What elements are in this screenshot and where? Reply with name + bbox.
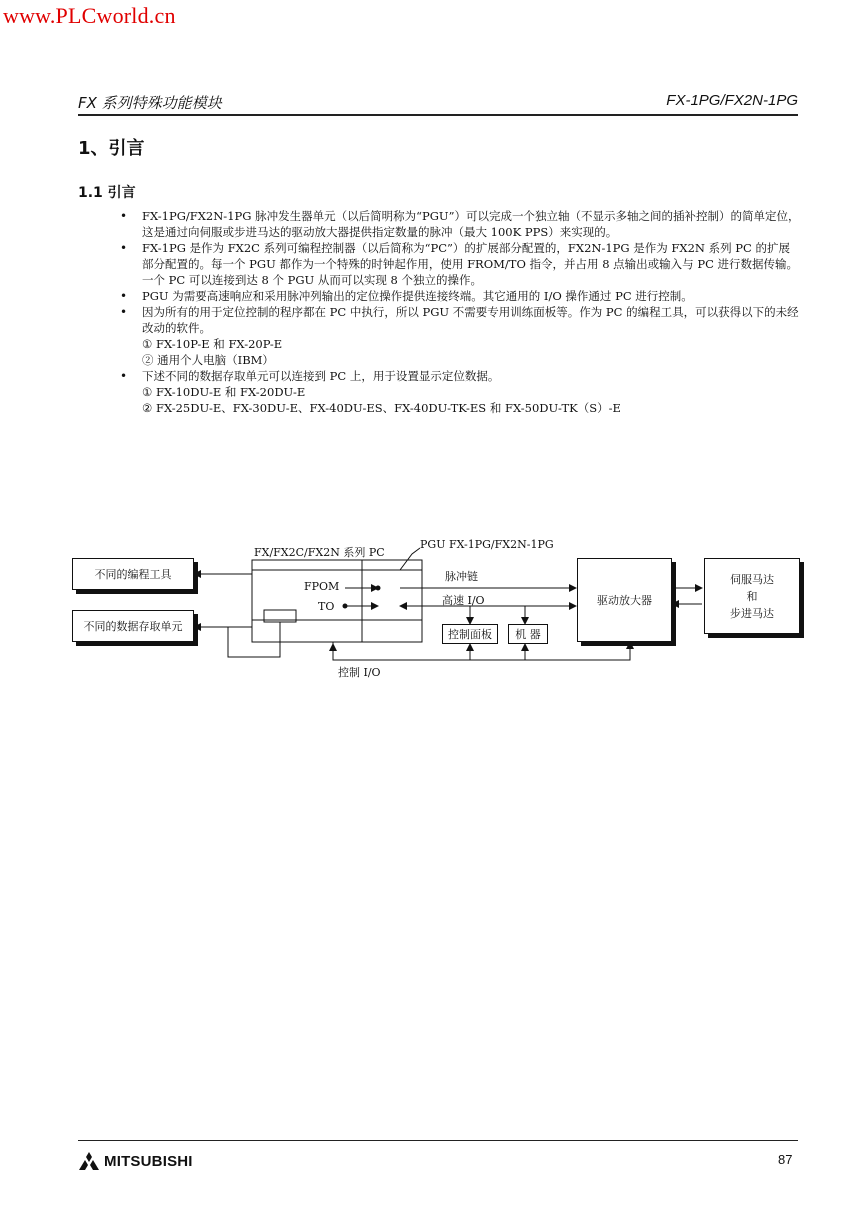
data-access-units-label: 不同的数据存取单元 — [83, 619, 183, 633]
three-diamonds-icon — [78, 1152, 100, 1170]
page-number: 87 — [778, 1152, 793, 1167]
bullet-text: 下述不同的数据存取单元可以连接到 PC 上，用于设置显示定位数据。 — [142, 369, 500, 383]
mitsubishi-logo — [78, 1152, 193, 1170]
pulse-chain-label: 脉冲链 — [445, 570, 478, 583]
high-speed-io-label: 高速 I/O — [442, 594, 485, 607]
software-item: ① FX-10P-E 和 FX-20P-E — [142, 337, 283, 351]
bullet-text: FX-1PG/FX2N-1PG 脉冲发生器单元（以后简明称为“PGU”）可以完成一个独立轴（不显示多轴之间的插补控制）的简单定位，这是通过向伺服或步进马达的驱动放大器提供指定数量的脉冲（最大 100K PPS）来实现的。 — [142, 209, 800, 239]
bullet-text: 因为所有的用于定位控制的程序都在 PC 中执行，所以 PGU 不需要专用训练面板等。作为 PC 的编程工具，可以获得以下的未经改动的软件。 — [142, 305, 799, 335]
machine-box — [508, 624, 548, 644]
footer-rule — [78, 1140, 798, 1141]
bullet-item — [120, 288, 800, 304]
data-access-units-box — [72, 610, 194, 642]
bullet-item — [120, 304, 800, 336]
data-unit-item: ② FX-25DU-E、FX-30DU-E、FX-40DU-ES、FX-40DU-TK-ES 和 FX-50DU-TK（S）-E — [142, 401, 621, 415]
pc-title: FX/FX2C/FX2N 系列 PC — [254, 546, 385, 559]
driver-amplifier-box — [577, 558, 672, 642]
bullet-item — [120, 208, 800, 240]
servo-label: 伺服马达 — [730, 572, 774, 586]
bullet-text: PGU 为需要高速响应和采用脉冲列输出的定位操作提供连接终端。其它通用的 I/O 操作通过 PC 进行控制。 — [142, 289, 693, 303]
machine-label: 机 器 — [515, 627, 541, 641]
bullet-text: FX-1PG 是作为 FX2C 系列可编程控制器（以后简称为“PC”）的扩展部分配置的，FX2N-1PG 是作为 FX2N 系列 PC 的扩展部分配置的。每一个 PGU 都作为一个特殊的时钟起作用，使用 FROM/TO 指令，并占用 8 点输出或输入与 PC 进行数据传输。一个 PC 可以连接到达 8 个 PGU 从而可以实现 8 个独立的操作。 — [142, 241, 799, 287]
control-panel-box — [442, 624, 498, 644]
driver-amplifier-label: 驱动放大器 — [597, 593, 652, 607]
system-diagram — [70, 530, 810, 690]
programming-tools-box — [72, 558, 194, 590]
watermark: www.PLCworld.cn — [3, 3, 176, 28]
section-title: 1、引言 — [78, 138, 145, 159]
data-unit-item: ① FX-10DU-E 和 FX-20DU-E — [142, 385, 306, 399]
stepper-label: 步进马达 — [730, 606, 774, 620]
programming-tools-label: 不同的编程工具 — [94, 567, 172, 581]
control-panel-label: 控制面板 — [448, 627, 492, 641]
and-label: 和 — [746, 589, 758, 603]
pgu-title: PGU FX-1PG/FX2N-1PG — [420, 538, 554, 551]
brand-name: MITSUBISHI — [104, 1152, 193, 1170]
bullet-item — [120, 240, 800, 288]
servo-stepper-box — [704, 558, 800, 634]
intro-body — [120, 208, 800, 416]
fpom-label: FPOM — [304, 580, 340, 593]
header-rule — [78, 114, 798, 116]
control-io-label: 控制 I/O — [338, 666, 381, 679]
subsection-title: 1.1 引言 — [78, 185, 136, 201]
to-label: TO — [318, 600, 335, 613]
header-model: FX-1PG/FX2N-1PG — [666, 92, 798, 109]
bullet-item — [120, 368, 800, 384]
header-series-title: FX 系列特殊功能模块 — [78, 94, 222, 112]
software-item: ② 通用个人电脑（IBM） — [142, 353, 274, 367]
